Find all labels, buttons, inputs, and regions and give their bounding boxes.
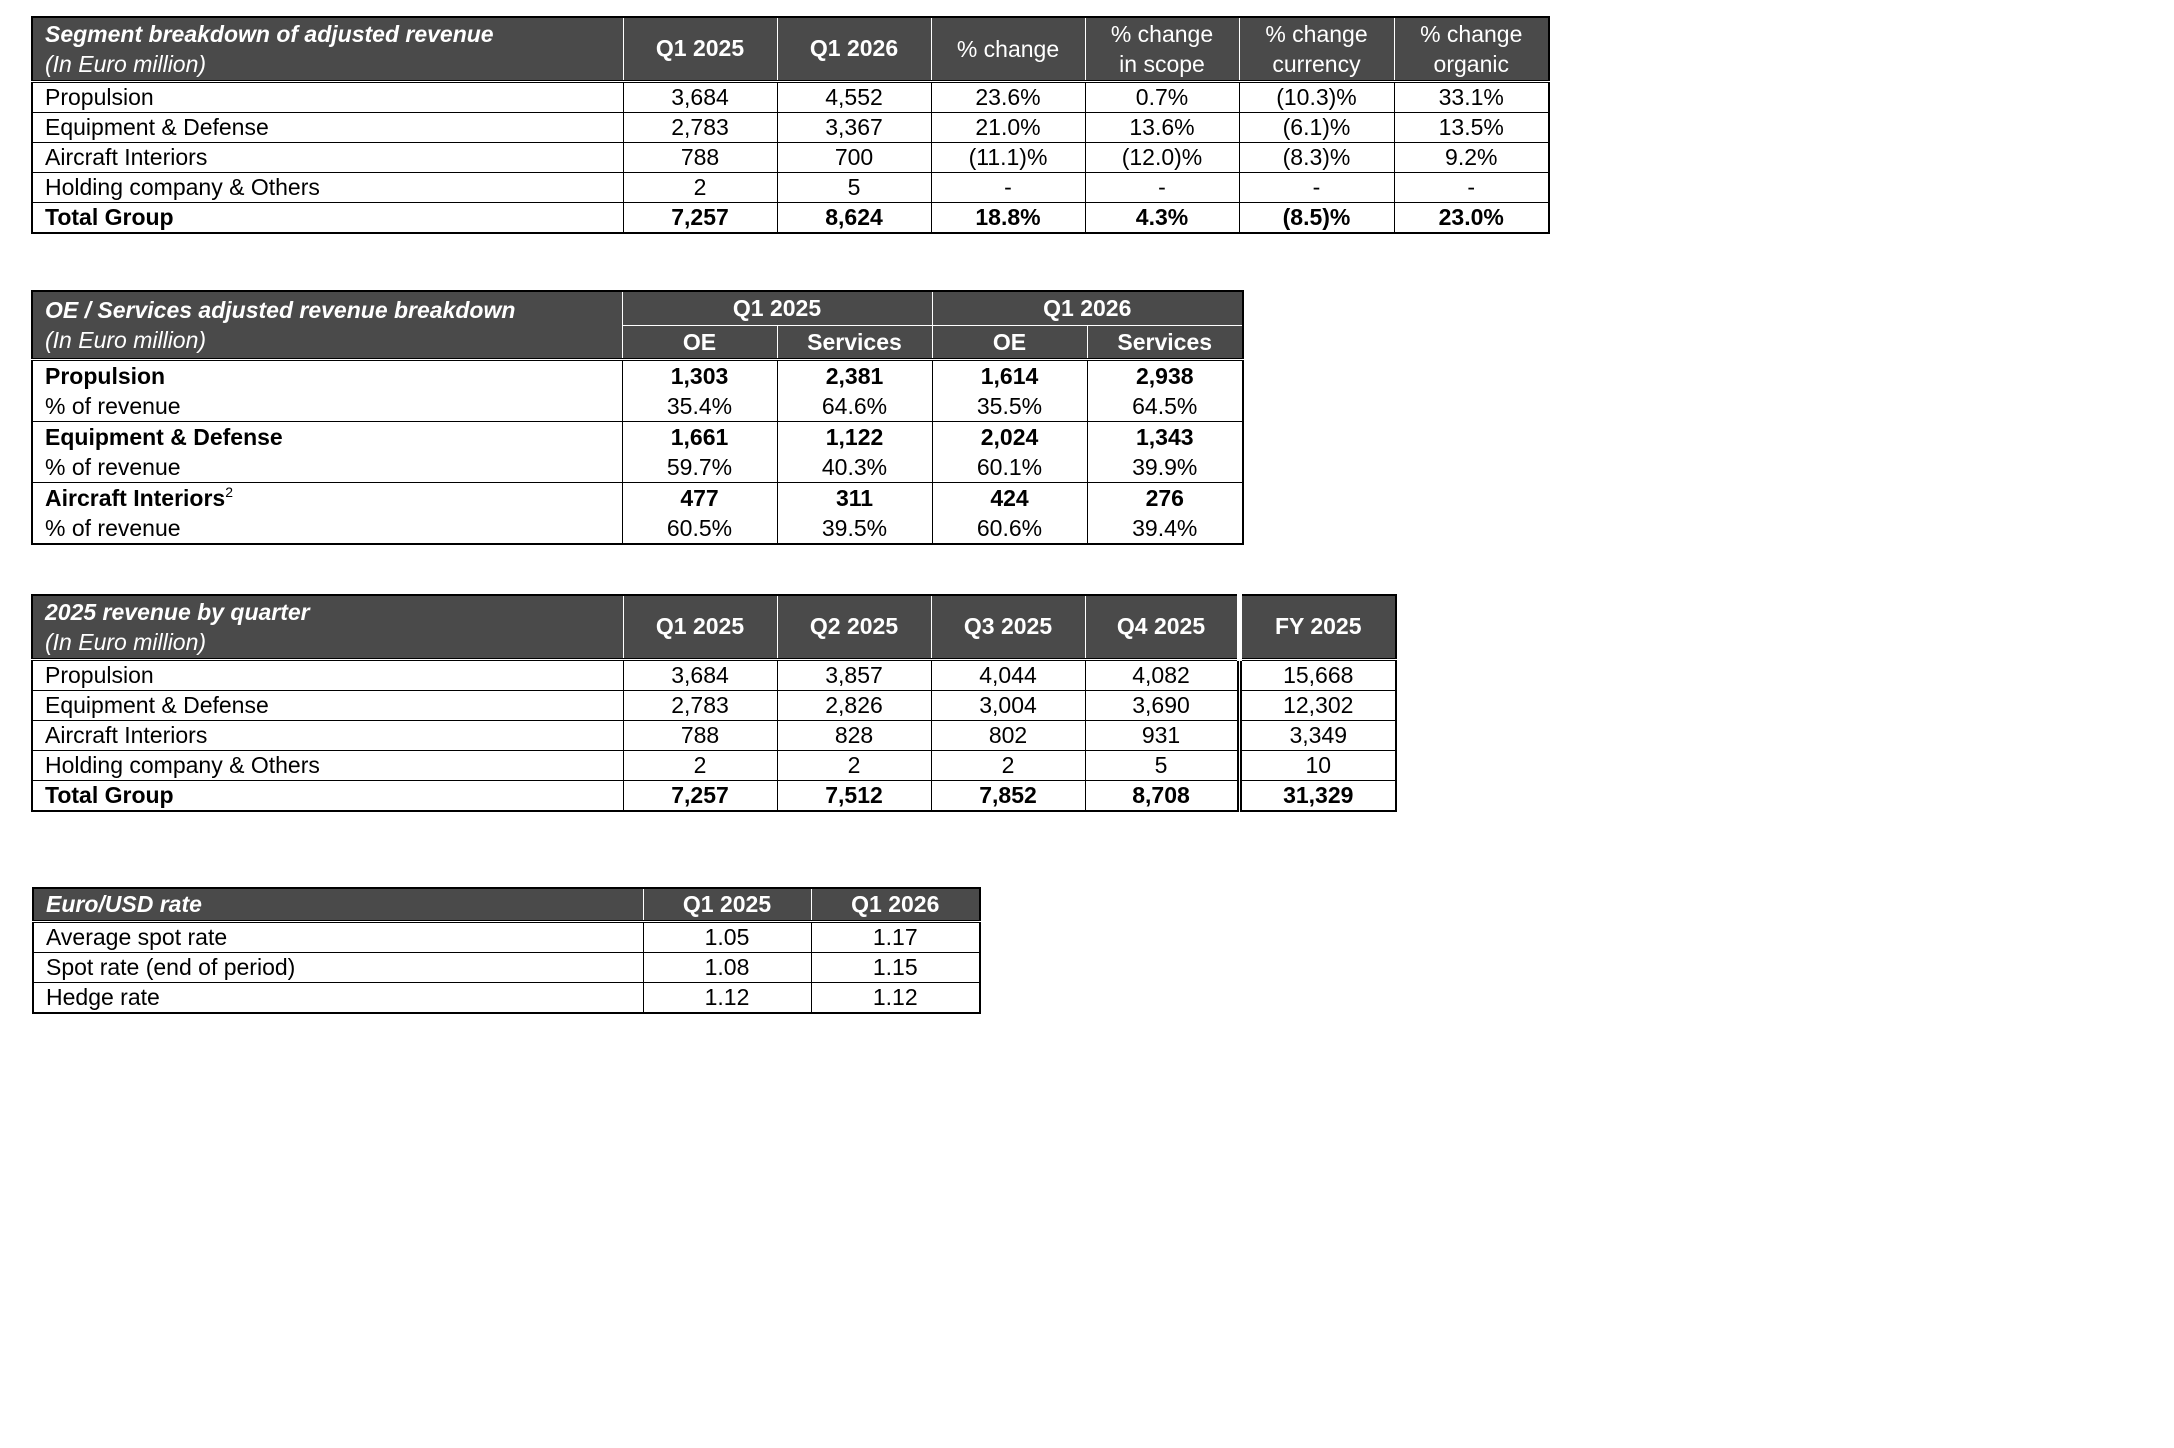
table-row [33,982,980,1013]
col-header-q1-2025: Q1 2025 [643,888,811,921]
table-cell: 15,668 [1239,659,1396,690]
table-cell: (6.1)% [1239,112,1394,142]
table-cell: 23.6% [931,81,1085,112]
table-cell: 0.7% [1085,81,1239,112]
table-cell: 4,552 [777,81,931,112]
table-cell: 4,044 [931,659,1085,690]
table-cell: 3,004 [931,690,1085,720]
segment-table-body [32,81,1549,233]
col-header-pct-change-currency [1239,17,1394,81]
table-cell: 10 [1239,750,1396,780]
table-cell: 1.15 [811,952,980,982]
col-header-pct-change: % change [931,17,1085,81]
row-label: % of revenue [32,391,622,422]
table-cell: 1.05 [643,921,811,952]
table-cell: 1.12 [643,982,811,1013]
oe-table-title-cell [32,291,622,360]
table-cell: 931 [1085,720,1239,750]
table-row [32,659,1396,690]
table-cell: 31,329 [1239,780,1396,811]
table-cell: 2,826 [777,690,931,720]
footnote-marker: 2 [225,483,234,500]
fx-rate-table [32,887,981,1014]
row-label: Propulsion [32,81,623,112]
col-header-text: organic [1433,50,1509,77]
table-cell: 7,257 [623,780,777,811]
segment-revenue-table [31,16,1550,234]
table-cell: 5 [777,172,931,202]
table-cell: 2 [777,750,931,780]
table-cell: 1,303 [622,360,777,392]
table-cell: 3,857 [777,659,931,690]
table-row [32,142,1549,172]
col-header-text: % change [1420,20,1523,47]
table-cell: 64.5% [1087,391,1243,422]
quarter-table-title: 2025 revenue by quarter [45,598,310,625]
table-row [32,81,1549,112]
table-row [32,112,1549,142]
row-label: Propulsion [32,659,623,690]
table-cell: 2 [623,750,777,780]
table-cell: 3,367 [777,112,931,142]
table-cell: 2 [931,750,1085,780]
table-cell: 3,684 [623,81,777,112]
segment-table-title-cell [32,17,623,81]
table-cell: 13.6% [1085,112,1239,142]
row-label: Equipment & Defense [45,423,283,450]
table-cell: 64.6% [777,391,932,422]
oe-table-title: OE / Services adjusted revenue breakdown [45,297,516,323]
table-cell: 7,257 [623,202,777,233]
table-cell: 276 [1087,483,1243,514]
row-label: Propulsion [45,362,166,389]
table-cell: 2,024 [932,422,1087,453]
table-cell: - [1085,172,1239,202]
table-cell: (12.0)% [1085,142,1239,172]
col-header-pct-change-organic [1394,17,1549,81]
quarter-table-body [32,659,1396,811]
table-cell: 1.17 [811,921,980,952]
col-header-pct-change-scope [1085,17,1239,81]
table-row [32,750,1396,780]
row-label: Aircraft Interiors [32,720,623,750]
fx-table-body [33,921,980,1013]
oe-table-subtitle: (In Euro million) [45,327,207,353]
table-row [32,483,1243,514]
row-label-text: Aircraft Interiors [45,484,226,511]
col-header-q1-2025: Q1 2025 [623,595,777,659]
table-row [32,720,1396,750]
table-cell: 40.3% [777,452,932,483]
row-label: % of revenue [32,513,622,544]
table-cell: 3,684 [623,659,777,690]
oe-services-table [31,290,1244,545]
table-cell: 7,852 [931,780,1085,811]
table-row [33,952,980,982]
table-cell: 4,082 [1085,659,1239,690]
table-cell: 23.0% [1394,202,1549,233]
table-cell: 59.7% [622,452,777,483]
table-cell: 39.4% [1087,513,1243,544]
col-header-text: currency [1272,50,1361,77]
quarter-table-subtitle: (In Euro million) [45,628,207,655]
table-cell: (8.5)% [1239,202,1394,233]
col-header-q1-2025: Q1 2025 [623,17,777,81]
table-cell: 39.5% [777,513,932,544]
table-cell: 8,708 [1085,780,1239,811]
table-row [32,360,1243,392]
table-cell: 2 [623,172,777,202]
table-cell: 33.1% [1394,81,1549,112]
table-cell: 700 [777,142,931,172]
table-cell: 1,661 [622,422,777,453]
row-label: Average spot rate [33,921,643,952]
table-cell: 477 [622,483,777,514]
period-header-q1-2025: Q1 2025 [622,291,932,326]
table-cell: 3,349 [1239,720,1396,750]
table-row [32,172,1549,202]
table-cell: 424 [932,483,1087,514]
table-row [32,513,1243,544]
col-header-text: in scope [1119,50,1205,77]
col-header-q3-2025: Q3 2025 [931,595,1085,659]
row-label: Holding company & Others [32,750,623,780]
table-cell: 3,690 [1085,690,1239,720]
table-cell: 1,122 [777,422,932,453]
col-header-q2-2025: Q2 2025 [777,595,931,659]
table-cell: 7,512 [777,780,931,811]
period-header-q1-2026: Q1 2026 [932,291,1243,326]
col-header-text: % change [1110,20,1214,47]
row-label: Aircraft Interiors [32,142,623,172]
table-cell: 2,783 [623,690,777,720]
table-cell: 39.9% [1087,452,1243,483]
subheader-oe: OE [932,326,1087,360]
table-cell: 828 [777,720,931,750]
table-cell: 18.8% [931,202,1085,233]
table-cell: 788 [623,720,777,750]
col-header-q4-2025: Q4 2025 [1085,595,1239,659]
table-cell: 60.5% [622,513,777,544]
row-label: Equipment & Defense [32,112,623,142]
total-row [32,780,1396,811]
table-cell: 2,381 [777,360,932,392]
table-row [33,921,980,952]
table-cell: 1.12 [811,982,980,1013]
table-cell: 12,302 [1239,690,1396,720]
row-label: Equipment & Defense [32,690,623,720]
table-cell: 35.4% [622,391,777,422]
subheader-oe: OE [622,326,777,360]
table-cell: 1.08 [643,952,811,982]
segment-table-subtitle: (In Euro million) [45,50,207,77]
table-cell: 9.2% [1394,142,1549,172]
quarterly-revenue-table [31,594,1397,812]
table-row [32,422,1243,453]
quarter-table-title-cell [32,595,623,659]
table-cell: 788 [623,142,777,172]
table-row [32,391,1243,422]
row-label: Hedge rate [33,982,643,1013]
table-cell: 2,783 [623,112,777,142]
table-cell: 802 [931,720,1085,750]
table-cell: 60.1% [932,452,1087,483]
row-label: Spot rate (end of period) [33,952,643,982]
table-cell: 4.3% [1085,202,1239,233]
table-row [32,452,1243,483]
col-header-text: % change [1265,20,1368,47]
table-row [32,690,1396,720]
row-label [32,483,622,514]
table-cell: 2,938 [1087,360,1243,392]
table-cell: - [931,172,1085,202]
row-label: % of revenue [32,452,622,483]
oe-table-body [32,360,1243,545]
row-label: Holding company & Others [32,172,623,202]
table-cell: 21.0% [931,112,1085,142]
table-cell: 60.6% [932,513,1087,544]
table-cell: (11.1)% [931,142,1085,172]
table-cell: - [1239,172,1394,202]
table-cell: 35.5% [932,391,1087,422]
row-label: Total Group [32,202,623,233]
table-cell: 13.5% [1394,112,1549,142]
col-header-q1-2026: Q1 2026 [777,17,931,81]
total-row [32,202,1549,233]
table-cell: (10.3)% [1239,81,1394,112]
table-cell: 311 [777,483,932,514]
table-cell: 1,343 [1087,422,1243,453]
col-header-q1-2026: Q1 2026 [811,888,980,921]
row-label: Total Group [32,780,623,811]
table-cell: - [1394,172,1549,202]
table-cell: 5 [1085,750,1239,780]
table-cell: 1,614 [932,360,1087,392]
subheader-services: Services [1087,326,1243,360]
table-cell: (8.3)% [1239,142,1394,172]
subheader-services: Services [777,326,932,360]
table-cell: 8,624 [777,202,931,233]
segment-table-title: Segment breakdown of adjusted revenue [45,20,494,47]
col-header-fy-2025: FY 2025 [1239,595,1396,659]
fx-table-title: Euro/USD rate [33,888,643,921]
